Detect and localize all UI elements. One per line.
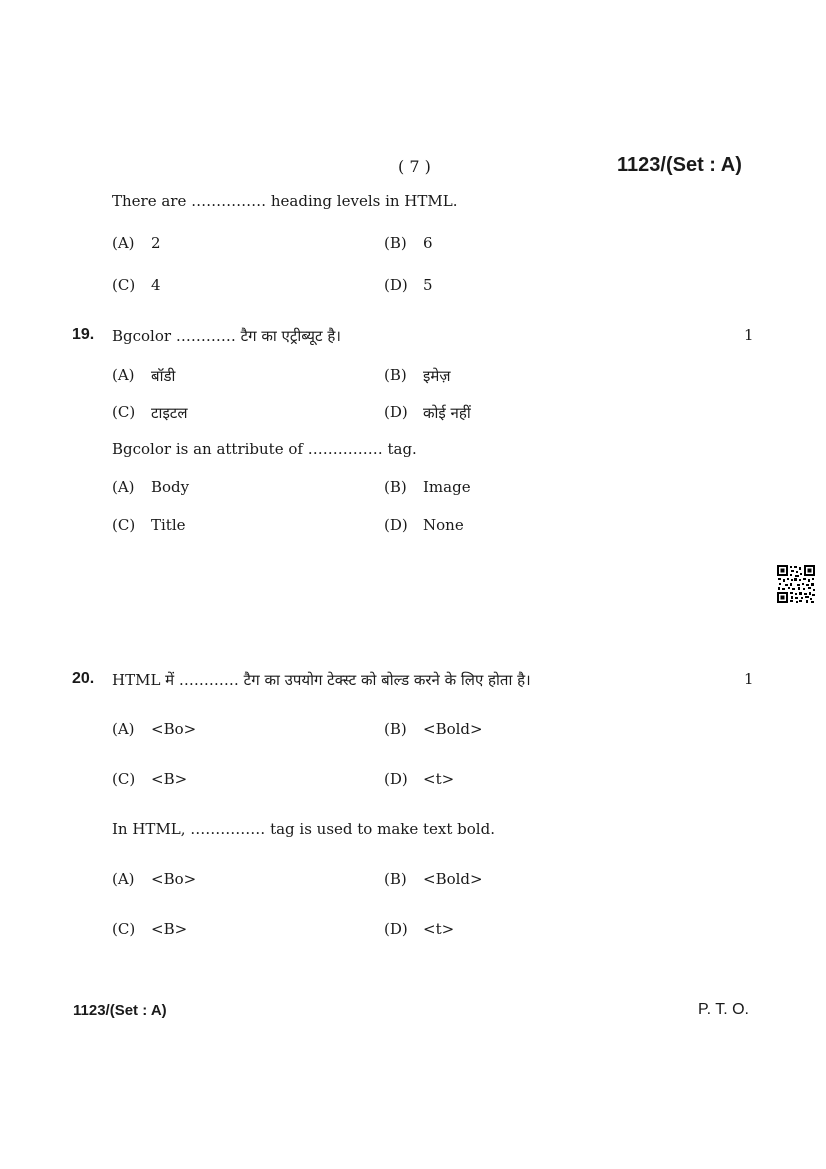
q18-option-b: 6	[423, 234, 433, 252]
q20-english-option-b: <Bold>	[423, 870, 483, 888]
q19-english-option-key: (D)	[384, 516, 408, 534]
page-number: ( 7 )	[398, 157, 431, 176]
q19-marks: 1	[744, 326, 754, 344]
q18-option-d: 5	[423, 276, 433, 294]
q19-english-option-d: None	[423, 516, 464, 534]
q20-hindi-option-key: (A)	[112, 720, 135, 738]
q19-hindi-option-c: टाइटल	[151, 404, 188, 422]
q20-english-option-key: (B)	[384, 870, 407, 888]
q18-option-key: (A)	[112, 234, 135, 252]
q19-hindi-option-key: (C)	[112, 403, 136, 421]
q20-english-option-a: <Bo>	[151, 870, 197, 888]
q19-hindi-option-b: इमेज़	[423, 367, 451, 385]
q20-english-option-d: <t>	[423, 920, 455, 938]
q18-option-key: (C)	[112, 276, 136, 294]
q18-english-text: There are …………… heading levels in HTML.	[112, 192, 458, 210]
q19-hindi-option-d: कोई नहीं	[423, 404, 471, 422]
q20-english-option-key: (D)	[384, 920, 408, 938]
q18-option-key: (D)	[384, 276, 408, 294]
q19-hindi-option-key: (D)	[384, 403, 408, 421]
q20-hindi-text: HTML में ………… टैग का उपयोग टेक्स्ट को बोल्ड करने के लिए होता है।	[112, 671, 531, 689]
q20-english-option-key: (A)	[112, 870, 135, 888]
q19-english-text: Bgcolor is an attribute of …………… tag.	[112, 440, 417, 458]
q19-hindi-option-key: (A)	[112, 366, 135, 384]
qr-code-icon	[777, 565, 815, 603]
q20-marks: 1	[744, 670, 754, 688]
q19-number: 19.	[72, 326, 95, 343]
q19-hindi-option-a: बॉडी	[151, 367, 176, 385]
q19-english-option-a: Body	[151, 478, 190, 496]
q19-english-option-key: (A)	[112, 478, 135, 496]
q20-hindi-option-b: <Bold>	[423, 720, 483, 738]
q19-english-option-c: Title	[151, 516, 186, 534]
q19-english-option-key: (C)	[112, 516, 136, 534]
q19-english-option-b: Image	[423, 478, 471, 496]
set-code-footer: 1123/(Set : A)	[73, 1002, 167, 1019]
q19-hindi-text: Bgcolor ………… टैग का एट्रीब्यूट है।	[112, 327, 341, 345]
q18-option-c: 4	[151, 276, 161, 294]
pto-label: P. T. O.	[698, 1001, 749, 1018]
q20-english-text: In HTML, …………… tag is used to make text bold.	[112, 820, 495, 838]
q20-hindi-option-key: (C)	[112, 770, 136, 788]
q20-hindi-option-key: (D)	[384, 770, 408, 788]
q20-hindi-option-c: <B>	[151, 770, 188, 788]
q20-hindi-option-d: <t>	[423, 770, 455, 788]
q18-option-key: (B)	[384, 234, 407, 252]
q20-english-option-c: <B>	[151, 920, 188, 938]
q18-option-a: 2	[151, 234, 161, 252]
q19-english-option-key: (B)	[384, 478, 407, 496]
q20-hindi-option-a: <Bo>	[151, 720, 197, 738]
q19-hindi-option-key: (B)	[384, 366, 407, 384]
q20-hindi-option-key: (B)	[384, 720, 407, 738]
q20-english-option-key: (C)	[112, 920, 136, 938]
set-code-header: 1123/(Set : A)	[617, 154, 742, 176]
q20-number: 20.	[72, 670, 95, 687]
